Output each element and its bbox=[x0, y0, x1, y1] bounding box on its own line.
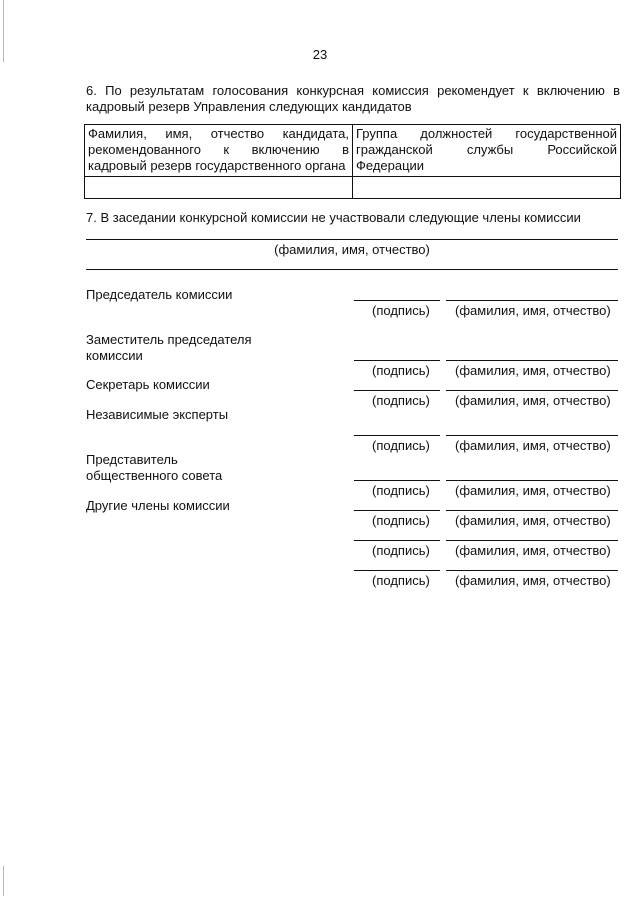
header-group-line-2: гражданской службы Российской bbox=[356, 142, 617, 157]
candidates-table-header-group bbox=[353, 125, 621, 177]
section-6-text bbox=[86, 83, 620, 115]
signature-caption-8: (подпись) bbox=[372, 573, 430, 588]
header-name-line-3: кадровый резерв государственного органа bbox=[88, 158, 346, 173]
signature-line-6[interactable] bbox=[354, 510, 440, 511]
signature-line-4[interactable] bbox=[354, 435, 440, 436]
signature-name-line-1[interactable] bbox=[446, 300, 618, 301]
section-6-line-2: кадровый резерв Управления следующих кандидатов bbox=[86, 99, 412, 114]
left-edge-mark-bottom bbox=[3, 866, 4, 896]
signature-name-caption-3: (фамилия, имя, отчество) bbox=[455, 393, 611, 408]
signature-line-5[interactable] bbox=[354, 480, 440, 481]
signature-caption-5: (подпись) bbox=[372, 483, 430, 498]
absent-members-name-caption: (фамилия, имя, отчество) bbox=[274, 242, 430, 257]
role-deputy-line-1: Заместитель председателя bbox=[86, 332, 252, 347]
signature-caption-1: (подпись) bbox=[372, 303, 430, 318]
table-cell-candidate[interactable] bbox=[85, 177, 353, 199]
signature-name-caption-5: (фамилия, имя, отчество) bbox=[455, 483, 611, 498]
signature-name-caption-8: (фамилия, имя, отчество) bbox=[455, 573, 611, 588]
signature-line-7[interactable] bbox=[354, 540, 440, 541]
section-6-line-1: 6. По результатам голосования конкурсная комиссия рекомендует к включению в bbox=[86, 83, 620, 98]
signature-name-line-6[interactable] bbox=[446, 510, 618, 511]
signature-name-caption-4: (фамилия, имя, отчество) bbox=[455, 438, 611, 453]
signature-name-line-4[interactable] bbox=[446, 435, 618, 436]
candidates-table-header-name bbox=[85, 125, 353, 177]
role-public-line-1: Представитель bbox=[86, 452, 178, 467]
signature-caption-2: (подпись) bbox=[372, 363, 430, 378]
role-independent-experts: Независимые эксперты bbox=[86, 407, 229, 422]
role-other-members: Другие члены комиссии bbox=[86, 498, 230, 513]
header-group-line-3: Федерации bbox=[356, 158, 425, 173]
signature-caption-7: (подпись) bbox=[372, 543, 430, 558]
role-public-line-2: общественного совета bbox=[86, 468, 223, 483]
signature-name-caption-1: (фамилия, имя, отчество) bbox=[455, 303, 611, 318]
signature-name-line-7[interactable] bbox=[446, 540, 618, 541]
table-row bbox=[85, 177, 621, 199]
signature-name-line-2[interactable] bbox=[446, 360, 618, 361]
signature-line-8[interactable] bbox=[354, 570, 440, 571]
candidates-table bbox=[84, 124, 621, 199]
signature-line-3[interactable] bbox=[354, 390, 440, 391]
role-chairman: Председатель комиссии bbox=[86, 287, 233, 302]
page-number: 23 bbox=[312, 47, 328, 62]
header-group-line-1: Группа должностей государственной bbox=[356, 126, 617, 141]
signature-name-line-8[interactable] bbox=[446, 570, 618, 571]
signature-name-line-5[interactable] bbox=[446, 480, 618, 481]
absent-members-line-1[interactable] bbox=[86, 239, 618, 240]
header-name-line-2: рекомендованного к включению в bbox=[88, 142, 349, 157]
signature-caption-4: (подпись) bbox=[372, 438, 430, 453]
role-secretary: Секретарь комиссии bbox=[86, 377, 210, 392]
absent-members-line-2[interactable] bbox=[86, 269, 618, 270]
signature-name-caption-2: (фамилия, имя, отчество) bbox=[455, 363, 611, 378]
signature-line-1[interactable] bbox=[354, 300, 440, 301]
section-7-text: 7. В заседании конкурсной комиссии не участвовали следующие члены комиссии bbox=[86, 210, 581, 225]
signature-name-line-3[interactable] bbox=[446, 390, 618, 391]
signature-name-caption-7: (фамилия, имя, отчество) bbox=[455, 543, 611, 558]
role-deputy-chairman bbox=[86, 332, 252, 364]
signature-name-caption-6: (фамилия, имя, отчество) bbox=[455, 513, 611, 528]
signature-caption-3: (подпись) bbox=[372, 393, 430, 408]
candidates-table-header-row bbox=[85, 125, 621, 177]
header-name-line-1: Фамилия, имя, отчество кандидата, bbox=[88, 126, 349, 141]
role-public-council-rep bbox=[86, 452, 222, 484]
role-deputy-line-2: комиссии bbox=[86, 348, 143, 363]
signature-line-2[interactable] bbox=[354, 360, 440, 361]
table-cell-group[interactable] bbox=[353, 177, 621, 199]
signature-caption-6: (подпись) bbox=[372, 513, 430, 528]
